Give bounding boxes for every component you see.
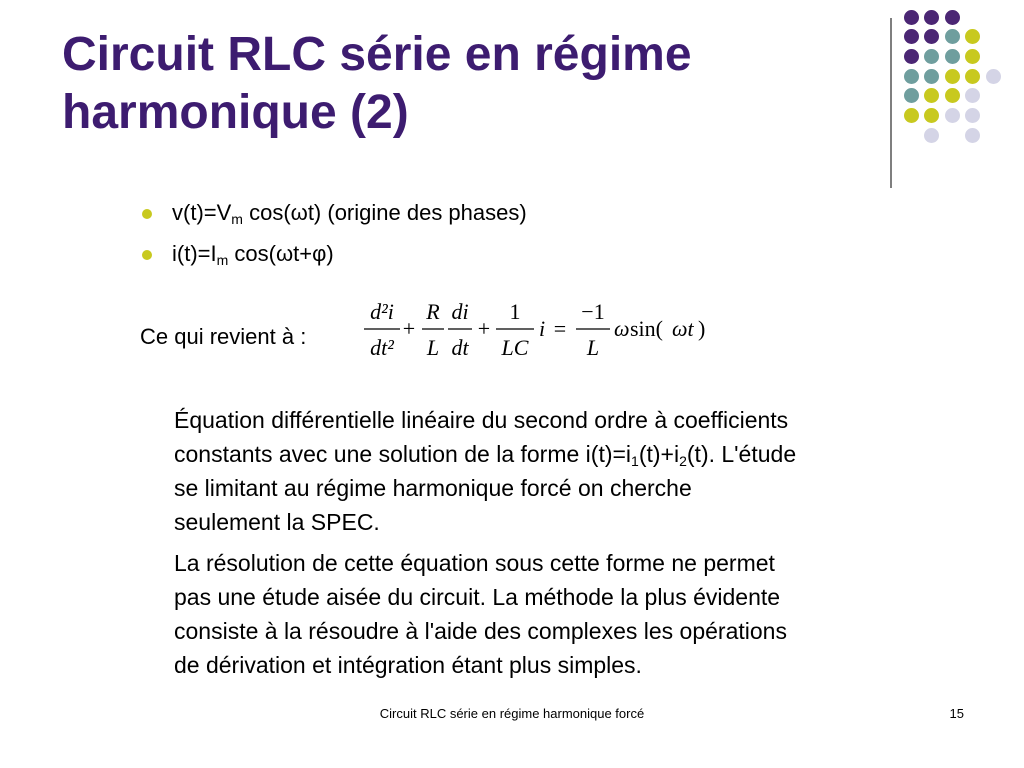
- decorative-dot: [945, 69, 960, 84]
- bullet-item-voltage: [140, 200, 527, 226]
- paragraph-resolution-method: [174, 546, 954, 682]
- eq-term2-denominator: L: [426, 335, 440, 360]
- eq-term1-numerator: d²i: [370, 299, 394, 324]
- bullet-text: cos(ωt+φ): [228, 241, 334, 266]
- bullet-dot-icon: [142, 209, 152, 219]
- paragraph-line: consiste à la résoudre à l'aide des complexes les opérations: [174, 618, 787, 644]
- paragraph-subscript: 1: [631, 453, 639, 469]
- bullet-list: [140, 200, 527, 282]
- paragraph-line: La résolution de cette équation sous cette forme ne permet: [174, 550, 775, 576]
- decorative-dot: [945, 88, 960, 103]
- eq-term5-numerator: −1: [581, 299, 605, 324]
- decorative-dot: [945, 49, 960, 64]
- decorative-dot: [904, 10, 919, 25]
- paragraph-subscript: 2: [679, 453, 687, 469]
- eq-term1-denominator: dt²: [370, 335, 394, 360]
- decorative-dot: [965, 69, 980, 84]
- decorative-dot: [904, 88, 919, 103]
- slide-footer: Circuit RLC série en régime harmonique forcé: [379, 706, 645, 721]
- decorative-dot: [904, 49, 919, 64]
- bullet-text: cos(ωt) (origine des phases): [242, 200, 527, 225]
- lead-text: Ce qui revient à :: [140, 324, 307, 349]
- eq-term4-denominator: LC: [501, 335, 529, 360]
- paragraph-line: constants avec une solution de la forme i(t)=i: [174, 441, 632, 467]
- eq-term2-numerator: R: [426, 299, 440, 324]
- differential-equation: [360, 298, 720, 368]
- decorative-dot: [904, 108, 919, 123]
- eq-variable-i: i: [538, 316, 546, 341]
- decorative-dot: [965, 88, 980, 103]
- decorative-dot: [965, 108, 980, 123]
- decorative-dot: [924, 108, 939, 123]
- bullet-text: v(t)=V: [172, 200, 232, 225]
- decorative-dot: [945, 10, 960, 25]
- paragraph-line: Équation différentielle linéaire du second ordre à coefficients: [174, 407, 789, 433]
- paragraph-equation-description: [174, 403, 954, 539]
- decorative-dot: [945, 29, 960, 44]
- decorative-dot: [965, 49, 980, 64]
- eq-equals: =: [553, 316, 567, 341]
- eq-plus: +: [477, 316, 491, 341]
- bullet-subscript: m: [231, 211, 243, 227]
- decorative-dot: [904, 29, 919, 44]
- eq-sin: sin(: [630, 316, 663, 341]
- decorative-dot: [924, 128, 939, 143]
- decorative-dot: [924, 10, 939, 25]
- page-number: 15: [949, 706, 964, 721]
- eq-term5-denominator: L: [586, 335, 600, 360]
- paragraph-line: (t). L'étude: [686, 441, 797, 467]
- slide-title-line2: harmonique (2): [62, 86, 409, 139]
- decorative-dot: [924, 29, 939, 44]
- decorative-dot: [965, 128, 980, 143]
- decorative-dot: [904, 69, 919, 84]
- eq-close-paren: ): [698, 316, 706, 341]
- paragraph-line: (t)+i: [638, 441, 680, 467]
- slide-title-line1: Circuit RLC série en régime: [62, 28, 692, 81]
- bullet-subscript: m: [216, 252, 229, 268]
- bullet-text: i(t)=I: [172, 241, 217, 266]
- paragraph-line: pas une étude aisée du circuit. La méthode la plus évidente: [174, 584, 781, 610]
- bullet-dot-icon: [142, 250, 152, 260]
- decorative-dot: [924, 69, 939, 84]
- paragraph-line: se limitant au régime harmonique forcé on cherche: [174, 475, 692, 501]
- decorative-dot: [924, 88, 939, 103]
- decorative-dot: [965, 29, 980, 44]
- eq-term4-numerator: 1: [509, 299, 521, 324]
- bullet-item-current: [140, 241, 527, 267]
- paragraph-line: de dérivation et intégration étant plus simples.: [174, 652, 642, 678]
- eq-term3-numerator: di: [451, 299, 469, 324]
- decorative-dot: [945, 108, 960, 123]
- eq-omega-t: ωt: [672, 316, 694, 341]
- decorative-dot-grid: [0, 0, 1024, 200]
- paragraph-line: seulement la SPEC.: [174, 509, 380, 535]
- decorative-dot: [986, 69, 1001, 84]
- decorative-dot: [924, 49, 939, 64]
- eq-plus: +: [402, 316, 416, 341]
- eq-omega: ω: [614, 316, 630, 341]
- eq-term3-denominator: dt: [451, 335, 469, 360]
